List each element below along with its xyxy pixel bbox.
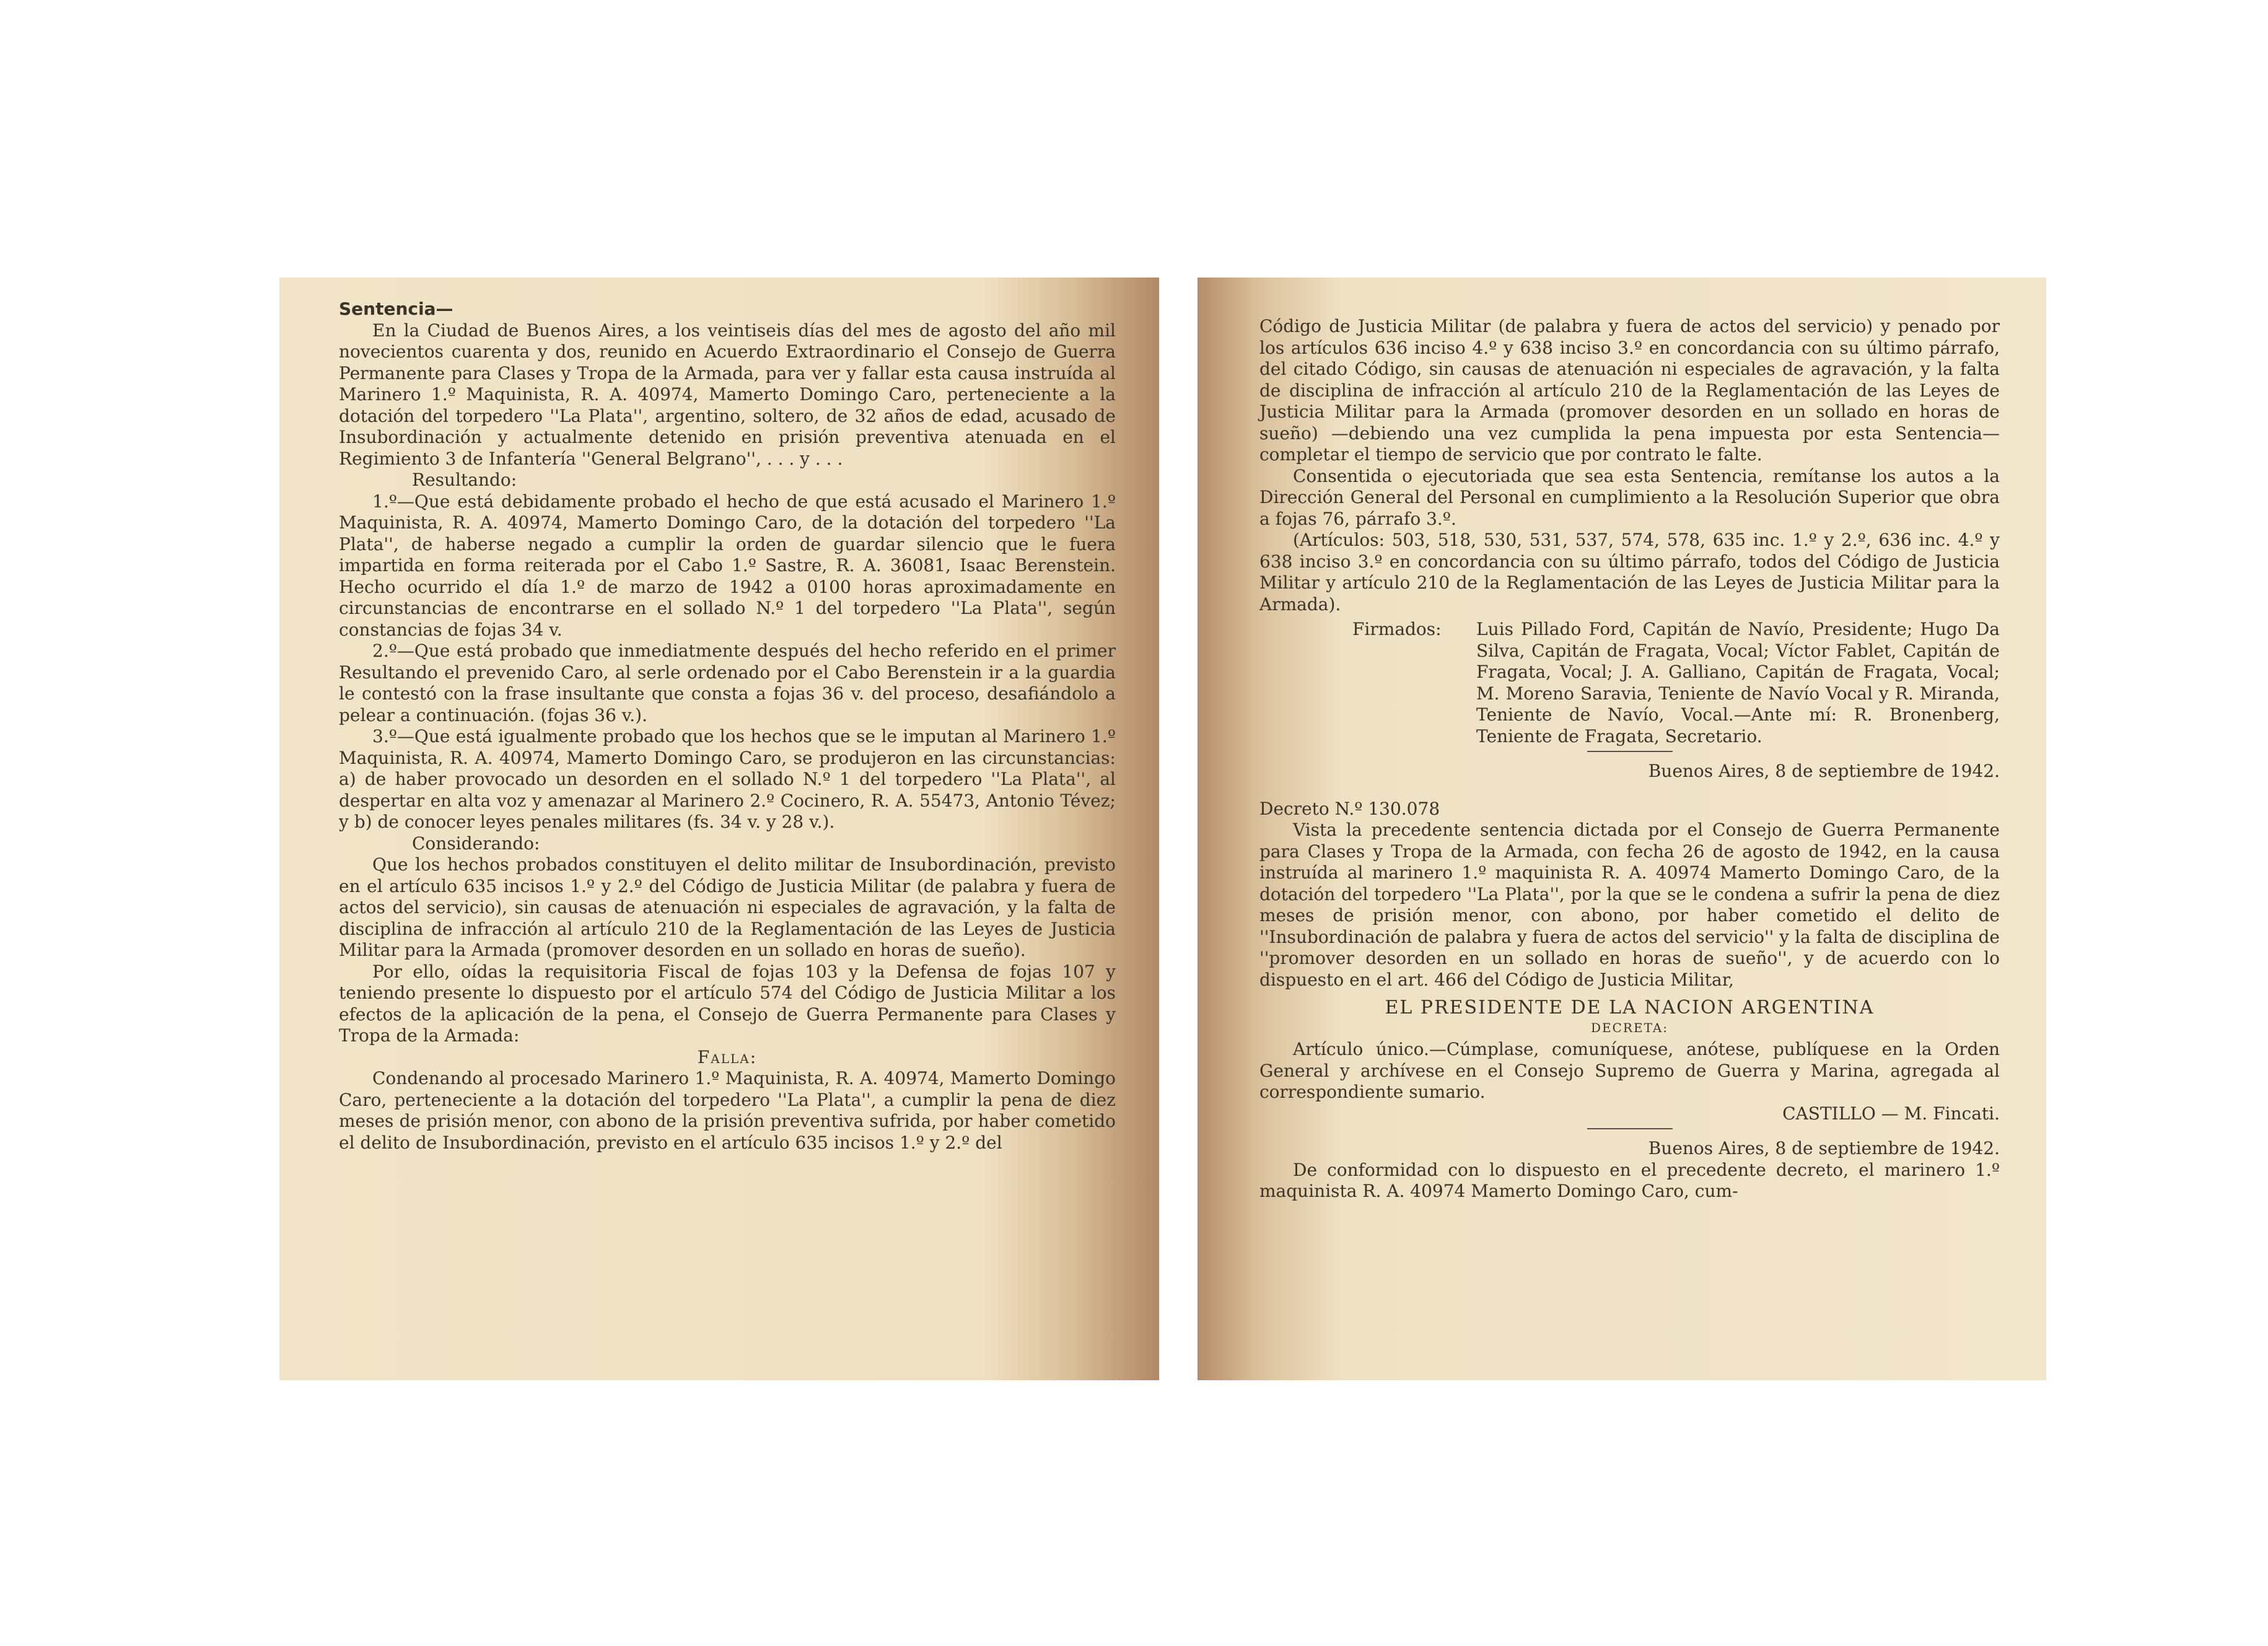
firmados-label: Firmados: — [1352, 619, 1442, 639]
vista-paragraph: Vista la precedente sentencia dictada por el Consejo de Guerra Permanente para Clases y Tropa de la Armada, con fecha 26 de agosto de 1942, en la causa instruída al marinero 1.º maquinista R. A. 40974 Mamerto Domingo Caro, de la dotación del torpedero ''La Plata'', por la que se le condena a sufrir la pena de diez meses de prisión menor, con abono, por haber cometido el delito de ''Insubordinación de palabra y fuera de actos del servicio'' y la falta de disciplina de ''promover desorden en un sollado en horas de sueño'', y de acuerdo con lo dispuesto en el art. 466 del Código de Justicia Militar, — [1259, 820, 2000, 990]
resultando-1: 1.º—Que está debidamente probado el hecho de que está acusado el Marinero 1.º Maquinista, R. A. 40974, Mamerto Domingo Caro, de la dotación del torpedero ''La Plata'', de haberse negado a cumplir la orden de guardar silencio que le fuera impartida en forma reiterada por el Cabo 1.º Sastre, R. A. 36081, Isaac Berenstein. Hecho ocurrido el día 1.º de marzo de 1942 a 0100 horas aproximadamente en circunstancias de encontrarse en el sollado N.º 1 del torpedero ''La Plata'', según constancias de fojas 34 v. — [339, 491, 1116, 640]
considerando-1: Que los hechos probados constituyen el delito militar de Insubordinación, previsto en el artículo 635 incisos 1.º y 2.º del Código de Justicia Militar (de palabra y fuera de actos del servicio), sin causas de atenuación ni especiales de agravación, y la falta de disciplina de infracción al artículo 210 de la Reglamentación de las Leyes de Justicia Militar para la Armada (promover desorden en un sollado en horas de sueño). — [339, 854, 1116, 960]
falla-label: Falla: — [697, 1046, 758, 1067]
intro-paragraph: En la Ciudad de Buenos Aires, a los veintiseis días del mes de agosto del año mil novecientos cuarenta y dos, reunido en Acuerdo Extraordinario el Consejo de Guerra Permanente para Clases y Tropa de la Armada, para ver y fallar esta causa instruída al Marinero 1.º Maquinista, R. A. 40974, Mamerto Domingo Caro, perteneciente a la dotación del torpedero ''La Plata'', argentino, soltero, de 32 años de edad, acusado de Insubordinación y actualmente detenido en prisión preventiva atenuada en el Regimiento 3 de Infantería ''General Belgrano'', . . . y . . . — [339, 320, 1116, 469]
articulo-unico: Artículo único.—Cúmplase, comuníquese, anótese, publíquese en la Orden General y archívese en el Consejo Supremo de Guerra y Marina, agregada al correspondiente sumario. — [1259, 1039, 2000, 1102]
falla-paragraph: Condenando al procesado Marinero 1.º Maquinista, R. A. 40974, Mamerto Domingo Caro, perteneciente a la dotación del torpedero ''La Plata'', a cumplir la pena de diez meses de prisión menor, con abono de la prisión preventiva sufrida, por haber cometido el delito de Insubordinación, previsto en el artículo 635 incisos 1.º y 2.º del — [339, 1068, 1116, 1153]
divider — [1587, 1128, 1673, 1129]
continued-paragraph: Código de Justicia Militar (de palabra y fuera de actos del servicio) y penado por los artículos 636 inciso 4.º y 638 inciso 3.º en concordancia con su último párrafo, del citado Código, sin causas de atenuación ni especiales de agravación, y la falta de disciplina de infracción al artículo 210 de la Reglamentación de las Leyes de Justicia Militar para la Armada (promover desorden en un sollado en horas de sueño) —debiendo una vez cumplida la pena impuesta por esta Sentencia— completar el tiempo de servicio que por contrato le falte. — [1259, 316, 2000, 465]
resultando-3: 3.º—Que está igualmente probado que los hechos que se le imputan al Marinero 1.º Maquinista, R. A. 40974, Mamerto Domingo Caro, se produjeron en las circunstancias: a) de haber provocado un desorden en el sollado N.º 1 del torpedero ''La Plata'', al despertar en alta voz y amenazar al Marinero 2.º Cocinero, R. A. 55473, Antonio Tévez; y b) de conocer leyes penales militares (fs. 34 v. y 28 v.). — [339, 726, 1116, 832]
resultando-2: 2.º—Que está probado que inmediatmente después del hecho referido en el primer Resultando el prevenido Caro, al serle ordenado por el Cabo Berenstein ir a la guardia le contestó con la frase insultante que consta a fojas 36 v. del proceso, desafiándolo a pelear a continuación. (fojas 36 v.). — [339, 641, 1116, 725]
articulos-paragraph: (Artículos: 503, 518, 530, 531, 537, 574, 578, 635 inc. 1.º y 2.º, 636 inc. 4.º y 638 inciso 3.º en concordancia con su último párrafo, todos del Código de Justicia Militar y artículo 210 de la Reglamentación de las Leyes de Justicia Militar para la Armada). — [1259, 530, 2000, 615]
presidente-heading: EL PRESIDENTE DE LA NACION ARGENTINA — [1385, 997, 1875, 1018]
firmados-names: Luis Pillado Ford, Capitán de Navío, Presidente; Hugo Da Silva, Capitán de Fragata, Vocal; Víctor Fablet, Capitán de Fragata, Vocal; J. A. Galliano, Capitán de Fragata, Vocal; M. Moreno Saravia, Teniente de Navío Vocal y R. Miranda, Teniente de Navío, Vocal.—Ante mí: R. Bronenberg, Teniente de Fragata, Secretario. — [1476, 619, 2000, 746]
decreta-heading: DECRETA: — [1590, 1020, 1669, 1035]
considerando-label: Considerando: — [412, 833, 540, 854]
signatures-block — [1259, 619, 2000, 747]
sentencia-heading: Sentencia— — [339, 299, 453, 319]
decree-signatures: CASTILLO — M. Fincati. — [1782, 1103, 2000, 1124]
consentida-paragraph: Consentida o ejecutoriada que sea esta Sentencia, remítanse los autos a la Dirección General del Personal en cumplimiento a la Resolución Superior que obra a fojas 76, párrafo 3.º. — [1259, 465, 2000, 529]
decreto-number: Decreto N.º 130.078 — [1259, 798, 1440, 819]
right-page — [1197, 278, 2046, 1380]
left-page — [279, 278, 1159, 1380]
date-line: Buenos Aires, 8 de septiembre de 1942. — [1648, 1138, 2000, 1158]
resultando-label: Resultando: — [412, 470, 517, 490]
date-line: Buenos Aires, 8 de septiembre de 1942. — [1648, 761, 2000, 781]
considerando-2: Por ello, oídas la requisitoria Fiscal de fojas 103 y la Defensa de fojas 107 y teniendo presente lo dispuesto por el artículo 574 del Código de Justicia Militar a los efectos de la aplicación de la pena, el Consejo de Guerra Permanente para Clases y Tropa de la Armada: — [339, 961, 1116, 1046]
conformidad-paragraph: De conformidad con lo dispuesto en el precedente decreto, el marinero 1.º maquinista R. A. 40974 Mamerto Domingo Caro, cum- — [1259, 1159, 2000, 1201]
divider — [1587, 751, 1673, 752]
